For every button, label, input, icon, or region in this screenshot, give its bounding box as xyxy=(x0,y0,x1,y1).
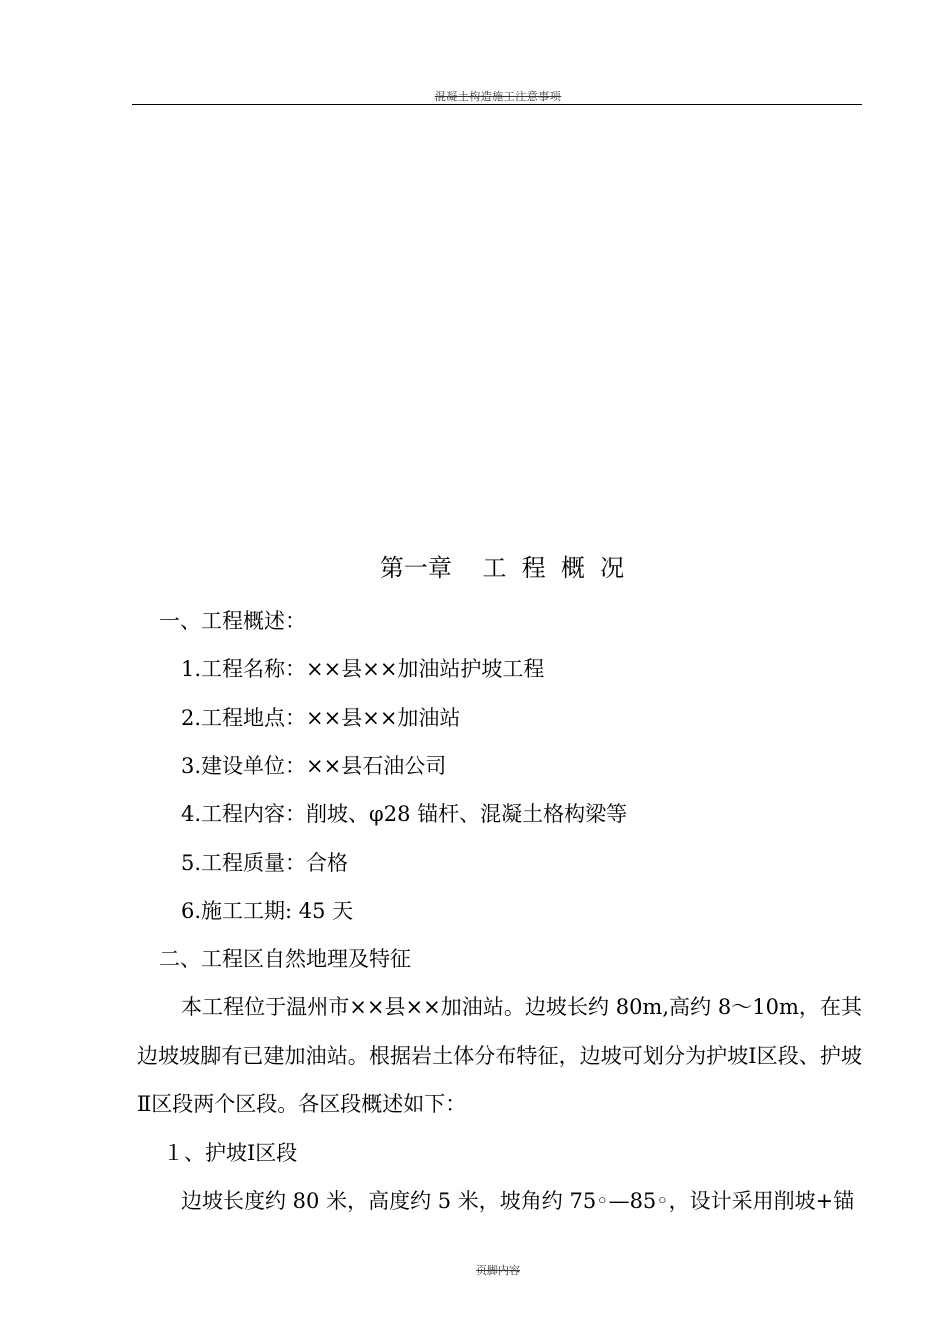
list-item: 6.施工工期: 45 天 xyxy=(181,899,354,923)
section2-subheading: １、护坡Ⅰ区段 xyxy=(163,1141,298,1165)
page-header: 混凝土构造施工注意事项 xyxy=(434,90,562,103)
header-rule xyxy=(132,104,862,105)
list-item: 1.工程名称：××县××加油站护坡工程 xyxy=(181,657,545,681)
list-item: 2.工程地点：××县××加油站 xyxy=(181,706,461,730)
list-item: 3.建设单位：××县石油公司 xyxy=(181,754,447,778)
section2-heading: 二、工程区自然地理及特征 xyxy=(159,947,411,971)
section2-paragraph: 本工程位于温州市××县××加油站。边坡长约 80m,高约 8～10m，在其边坡坡脚有已建加油站。根据岩土体分布特征，边坡可划分为护坡Ⅰ区段、护坡Ⅱ区段两个区段。各区段概述如下： xyxy=(137,995,862,1116)
list-item: 5.工程质量：合格 xyxy=(181,851,349,875)
list-item: 4.工程内容：削坡、φ28 锚杆、混凝土格构梁等 xyxy=(181,802,628,826)
section2-subparagraph: 边坡长度约 80 米，高度约 5 米，坡角约 75◦—85◦，设计采用削坡+锚 xyxy=(181,1189,855,1213)
page-footer: 页脚内容 xyxy=(476,1264,520,1277)
section1-heading: 一、工程概述： xyxy=(159,609,306,633)
chapter-title: 第一章 工 程 概 况 xyxy=(379,554,625,582)
